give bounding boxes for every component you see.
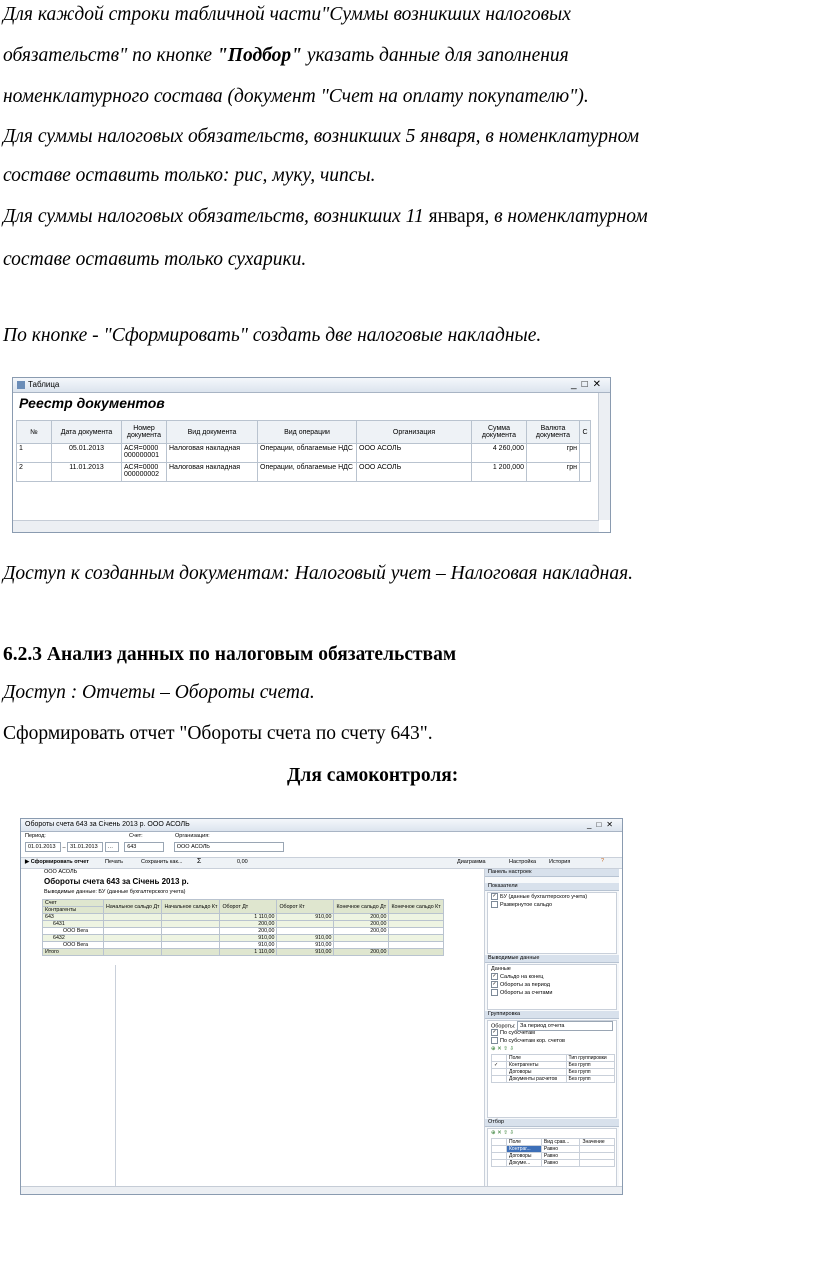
cell: 200,00 [220, 928, 277, 935]
group-toolbar[interactable]: ⊕ ✕ ⇧ ⇩ [491, 1046, 515, 1052]
column-header[interactable]: Валюта документа [527, 421, 580, 444]
filter-table [491, 1138, 615, 1167]
table-row[interactable] [492, 1076, 615, 1083]
cell: грн [527, 444, 580, 463]
cell [334, 935, 389, 942]
cell: 910,00 [220, 935, 277, 942]
podbor-button-ref: "Подбор" [216, 45, 302, 66]
window-controls[interactable]: _□✕ [587, 820, 618, 829]
account-label: Счет: [129, 833, 143, 839]
print-button[interactable]: Печать [105, 859, 124, 865]
output-box [487, 964, 617, 1010]
column-header[interactable]: Номер документа [122, 421, 167, 444]
table-header-row [17, 421, 591, 444]
report-params: 01.01.2013 – 31.01.2013 … 643 ООО АСОЛЬ [25, 842, 284, 852]
table-icon [17, 381, 25, 389]
column-header: Оборот Дт [220, 900, 277, 914]
cell: 11.01.2013 [52, 463, 122, 482]
report-toolbar [21, 857, 622, 869]
output-item[interactable] [488, 973, 616, 981]
column-header: Счет [43, 900, 104, 907]
cell: 4 260,000 [472, 444, 527, 463]
cell: Равно [541, 1146, 580, 1153]
checkbox[interactable] [491, 901, 498, 908]
checkbox[interactable] [491, 1037, 498, 1044]
account-field[interactable]: 643 [124, 842, 164, 852]
paragraph-line: По кнопке - "Сформировать" создать две налоговые накладные. [3, 325, 542, 346]
cell: Равно [541, 1153, 580, 1160]
table-total-row [43, 949, 444, 956]
cell: 05.01.2013 [52, 444, 122, 463]
cell [277, 921, 334, 928]
cell: ООО Вега [43, 928, 104, 935]
cell: 1 110,00 [220, 949, 277, 956]
registry-table [16, 420, 591, 482]
cell: Без групп [566, 1076, 614, 1083]
selfcheck-heading: Для самоконтроля: [287, 765, 459, 786]
cell: ООО Вега [43, 942, 104, 949]
paragraph-line [3, 44, 569, 68]
table-row[interactable] [492, 1069, 615, 1076]
table-row[interactable] [43, 914, 444, 921]
cell: 200,00 [334, 949, 389, 956]
save-as-button[interactable]: Сохранить как... [141, 859, 183, 865]
output-label: Обороты за период [500, 982, 550, 988]
option-label: По субсчетам [500, 1030, 535, 1036]
checkbox-checked[interactable]: ✓ [492, 973, 497, 980]
cell: 200,00 [334, 921, 389, 928]
column-header: Поле [507, 1055, 567, 1062]
generate-label: Сформировать отчет [30, 859, 89, 865]
horizontal-scrollbar[interactable] [13, 520, 599, 532]
table-row[interactable] [43, 928, 444, 935]
column-header: Поле [507, 1139, 542, 1146]
sum-icon[interactable]: Σ [197, 858, 202, 865]
table-row[interactable]: ✓ Контрагенты Без групп [492, 1062, 615, 1069]
column-header[interactable]: Вид операции [258, 421, 357, 444]
filter-box [487, 1128, 617, 1190]
settings-panel [484, 869, 619, 1191]
cell: Операции, облагаемые НДС [258, 444, 357, 463]
column-header[interactable]: Сумма документа [472, 421, 527, 444]
section-output: Выводимые данные [485, 955, 619, 963]
text-part: января [428, 206, 485, 227]
cell [580, 463, 591, 482]
section-indicators: Показатели [485, 883, 619, 891]
report-titlebar [21, 819, 622, 832]
column-divider [115, 965, 116, 1189]
indicator-bu[interactable] [488, 893, 616, 901]
cell: Налоговая накладная [167, 463, 258, 482]
cell [334, 942, 389, 949]
column-header: Начальное сальдо Кт [162, 900, 220, 914]
paragraph-line: Доступ : Отчеты – Обороты счета. [3, 682, 315, 703]
panel-title: Панель настроек [485, 869, 619, 877]
section-filter: Отбор [485, 1119, 619, 1127]
diagram-button[interactable]: Диаграмма [457, 859, 486, 865]
column-header[interactable]: Дата документа [52, 421, 122, 444]
column-header: Конечное сальдо Кт [389, 900, 444, 914]
cell: Операции, облагаемые НДС [258, 463, 357, 482]
paragraph-line: Для каждой строки табличной части"Суммы возникших налоговых [3, 4, 571, 25]
report-area [24, 869, 479, 1189]
table-row[interactable] [43, 942, 444, 949]
report-table [42, 899, 444, 956]
output-header: Данные [491, 966, 511, 972]
column-header: Контрагенты [43, 907, 104, 914]
text-part: , в номенклатурном [484, 206, 648, 227]
cell: 1 200,000 [472, 463, 527, 482]
paragraph-line: составе оставить только: рис, муку, чипсы. [3, 165, 376, 186]
org-field[interactable]: ООО АСОЛЬ [174, 842, 284, 852]
sum-value: 0,00 [237, 859, 248, 865]
grouping-box [487, 1020, 617, 1118]
cell: 1 [17, 444, 52, 463]
turnovers-select[interactable]: За период отчета [517, 1021, 613, 1031]
cell: Налоговая накладная [167, 444, 258, 463]
period-label: Период: [25, 833, 46, 839]
registry-heading: Реестр документов [19, 395, 165, 411]
cell: Без групп [566, 1062, 614, 1069]
settings-button[interactable]: Настройка [509, 859, 537, 865]
cell [277, 928, 334, 935]
cell: ООО АСОЛЬ [357, 463, 472, 482]
group-option[interactable] [488, 1037, 616, 1045]
cell: Докуме... [507, 1160, 542, 1167]
checkbox[interactable] [491, 989, 498, 996]
checkbox-checked[interactable]: ✓ [492, 893, 497, 900]
report-title: Обороты счета 643 за Січень 2013 р. [44, 877, 189, 886]
column-header: Тип группировки [566, 1055, 614, 1062]
paragraph-line [3, 205, 648, 229]
table-row[interactable] [492, 1146, 615, 1153]
cell: 910,00 [277, 949, 334, 956]
cell: АСЯ=0000 000000001 [122, 444, 167, 463]
cell: 910,00 [277, 942, 334, 949]
column-header[interactable]: Вид документа [167, 421, 258, 444]
table-header-row [43, 900, 444, 907]
column-header: Оборот Кт [277, 900, 334, 914]
generate-report-button[interactable]: ▶ Сформировать отчет [25, 859, 89, 865]
report-window [20, 818, 623, 1195]
column-header: Значение [580, 1139, 615, 1146]
registry-titlebar [13, 378, 610, 393]
help-icon[interactable]: ? [601, 858, 605, 864]
report-window-title: Обороты счета 643 за Січень 2013 р. ООО АСОЛЬ [25, 821, 190, 828]
period-to-field[interactable]: 31.01.2013 [67, 842, 103, 852]
table-row[interactable] [492, 1153, 615, 1160]
output-item[interactable] [488, 981, 616, 989]
text-part: Для суммы налоговых обязательств, возникших 11 [3, 206, 429, 227]
indicator-label: БУ (данные бухгалтерского учета) [500, 894, 588, 900]
cell: Без групп [566, 1069, 614, 1076]
table-row[interactable] [43, 935, 444, 942]
section-grouping: Группировка [485, 1011, 619, 1019]
cell: Контраг... [507, 1146, 542, 1153]
output-label: Сальдо на конец [500, 974, 544, 980]
report-org: ООО АСОЛЬ [44, 869, 78, 875]
cell: Документы расчетов [507, 1076, 567, 1083]
turnovers-label: Обороты: [491, 1023, 516, 1030]
indicator-expanded[interactable] [488, 901, 616, 909]
column-header[interactable]: № [17, 421, 52, 444]
cell: 200,00 [220, 921, 277, 928]
column-header: Конечное сальдо Дт [334, 900, 389, 914]
option-label: По субсчетам кор. счетов [500, 1038, 565, 1044]
text-part: обязательств" по кнопке [3, 45, 217, 66]
cell: 910,00 [277, 935, 334, 942]
checkbox-checked[interactable]: ✓ [492, 1029, 497, 1036]
cell: 910,00 [220, 942, 277, 949]
text-part: указать данные для заполнения [301, 45, 569, 66]
cell: 2 [17, 463, 52, 482]
paragraph-line: номенклатурного состава (документ "Счет на оплату покупателю"). [3, 86, 589, 107]
turnovers-row [488, 1021, 616, 1029]
table-row[interactable] [43, 921, 444, 928]
output-label: Обороты за счетами [500, 990, 553, 996]
table-row[interactable] [17, 463, 591, 482]
column-header: Вид срав... [541, 1139, 580, 1146]
checkbox-checked[interactable]: ✓ [492, 981, 497, 988]
cell: 200,00 [334, 928, 389, 935]
vertical-scrollbar[interactable] [598, 393, 610, 520]
report-params-labels [25, 833, 315, 839]
indicator-label: Развернутое сальдо [500, 902, 553, 908]
cell: 6431 [43, 921, 104, 928]
paragraph-line: Доступ к созданным документам: Налоговый учет – Налоговая накладная. [3, 563, 634, 584]
cell: Равно [541, 1160, 580, 1167]
registry-window-title: Таблица [28, 380, 60, 389]
cell: 1 110,00 [220, 914, 277, 921]
calendar-icon[interactable]: … [105, 842, 119, 852]
cell: Договоры [507, 1153, 542, 1160]
period-from-field[interactable]: 01.01.2013 [25, 842, 61, 852]
cell: Договоры [507, 1069, 567, 1076]
filter-toolbar[interactable]: ⊕ ✕ ⇧ ⇩ [491, 1130, 515, 1136]
grouping-table [491, 1054, 615, 1083]
column-header[interactable]: Организация [357, 421, 472, 444]
report-subtitle: Выводимые данные: БУ (данные бухгалтерского учета) [44, 889, 186, 895]
column-header[interactable]: С [580, 421, 591, 444]
table-row[interactable] [492, 1160, 615, 1167]
cell: 6432 [43, 935, 104, 942]
cell: 200,00 [334, 914, 389, 921]
cell: ООО АСОЛЬ [357, 444, 472, 463]
section-heading: 6.2.3 Анализ данных по налоговым обязательствам [3, 644, 457, 665]
org-label: Организация: [175, 833, 210, 839]
cell: АСЯ=0000 000000002 [122, 463, 167, 482]
horizontal-scrollbar[interactable] [21, 1186, 622, 1194]
column-header: Начальное сальдо Дт [104, 900, 162, 914]
history-button[interactable]: История [549, 859, 571, 865]
paragraph-line: Сформировать отчет "Обороты счета по счету 643". [3, 723, 433, 744]
registry-window [12, 377, 611, 533]
cell: 643 [43, 914, 104, 921]
cell: Контрагенты [507, 1062, 567, 1069]
paragraph-line: составе оставить только сухарики. [3, 249, 307, 270]
output-item[interactable] [488, 989, 616, 997]
cell: грн [527, 463, 580, 482]
table-row[interactable] [17, 444, 591, 463]
cell: Итого [43, 949, 104, 956]
indicators-box [487, 892, 617, 954]
cell: 910,00 [277, 914, 334, 921]
window-controls[interactable]: _□✕ [571, 379, 606, 390]
cell [580, 444, 591, 463]
paragraph-line: Для суммы налоговых обязательств, возникших 5 января, в номенклатурном [3, 126, 640, 147]
